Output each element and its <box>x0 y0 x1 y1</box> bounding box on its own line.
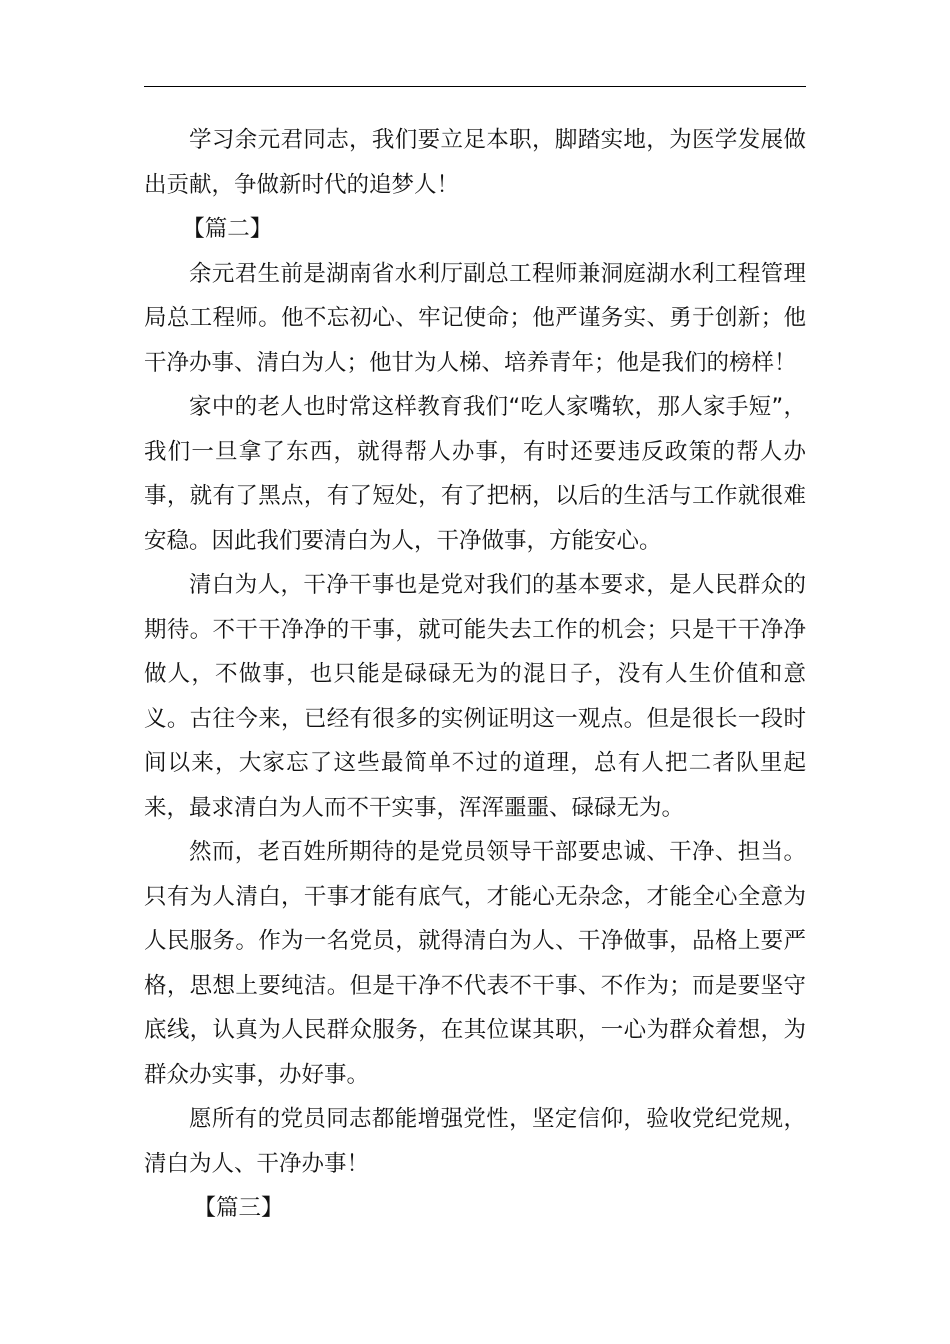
paragraph-conclusion-1: 学习余元君同志，我们要立足本职，脚踏实地，为医学发展做出贡献，争做新时代的追梦人！ <box>144 127 806 198</box>
paragraph-intro: 余元君生前是湖南省水利厅副总工程师兼洞庭湖水利工程管理局总工程师。他不忘初心、牢记使命；他严谨务实、勇于创新；他干净办事、清白为人；他甘为人梯、培养青年；他是我们的榜样！ <box>144 260 806 376</box>
header-rule <box>144 86 806 87</box>
document-body <box>144 118 806 1231</box>
paragraph-public-expectation: 然而，老百姓所期待的是党员领导干部要忠诚、干净、担当。只有为人清白，干事才能有底气，才能心无杂念，才能全心全意为人民服务。作为一名党员，就得清白为人、干净做事，品格上要严格，思想上要纯洁。但是干净不代表不干事、不作为；而是要坚守底线，认真为人民群众服务，在其位谋其职，一心为群众着想，为群众办实事，办好事。 <box>144 839 806 1088</box>
section-heading-3: 【篇三】 <box>193 1195 284 1221</box>
paragraph-closing-wish: 愿所有的党员同志都能增强党性，坚定信仰，验收党纪党规，清白为人、干净办事！ <box>144 1106 806 1177</box>
paragraph-party-requirement: 清白为人，干净干事也是党对我们的基本要求，是人民群众的期待。不干干净净的干事，就可能失去工作的机会；只是干干净净做人，不做事，也只能是碌碌无为的混日子，没有人生价值和意义。古往今来，已经有很多的实例证明这一观点。但是很长一段时间以来，大家忘了这些最简单不过的道理，总有人把二者队里起来，最求清白为人而不干实事，浑浑噩噩、碌碌无为。 <box>144 572 806 821</box>
section-heading-2: 【篇二】 <box>182 216 273 242</box>
paragraph-family-teaching: 家中的老人也时常这样教育我们“吃人家嘴软，那人家手短”，我们一旦拿了东西，就得帮人办事，有时还要违反政策的帮人办事，就有了黑点，有了短处，有了把柄，以后的生活与工作就很难安稳。因此我们要清白为人，干净做事，方能安心。 <box>144 394 806 554</box>
